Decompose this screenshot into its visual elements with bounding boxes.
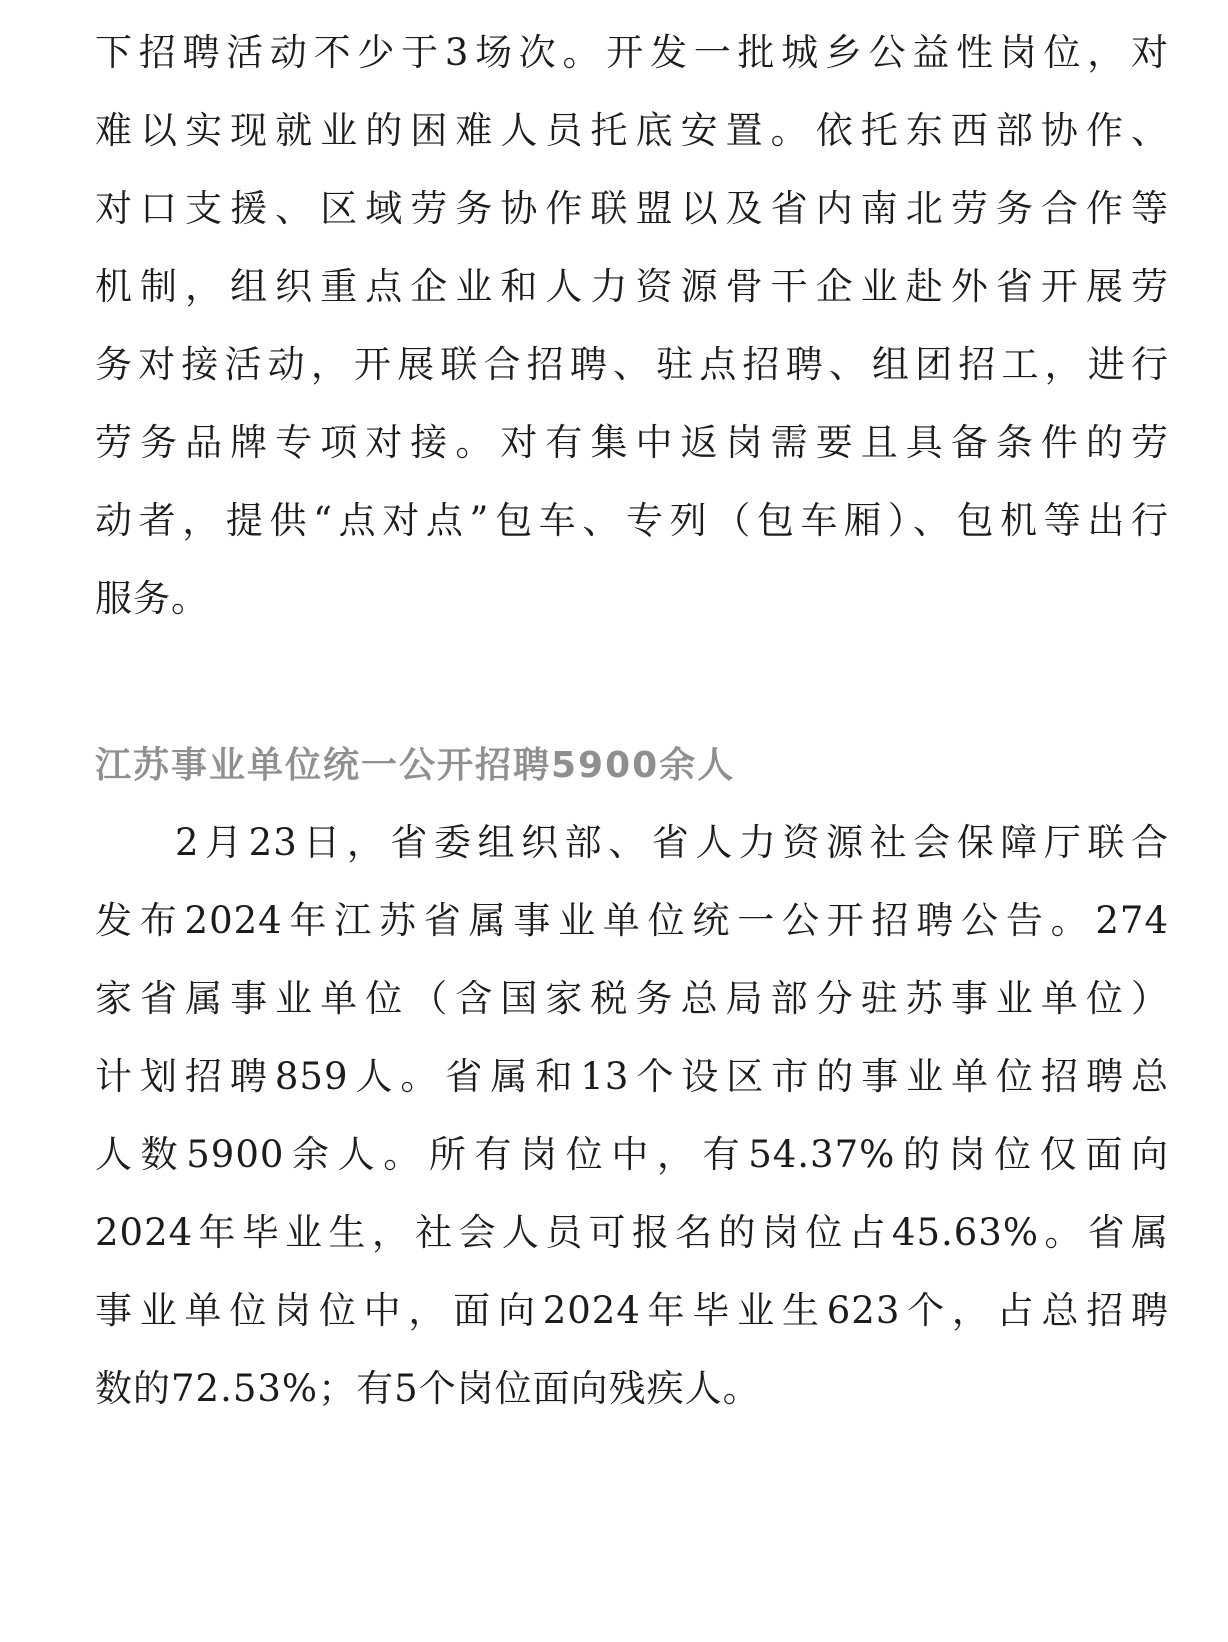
paragraph-line: 2024年毕业生，社会人员可报名的岗位占45.63%。省属: [95, 1211, 1169, 1254]
paragraph-line: 服务。: [95, 577, 209, 620]
paragraph-line: 动者，提供“点对点”包车、专列（包车厢）、包机等出行: [95, 499, 1169, 542]
paragraph-line: 机制，组织重点企业和人力资源骨干企业赴外省开展劳: [95, 265, 1169, 308]
paragraph-line: 下招聘活动不少于3场次。开发一批城乡公益性岗位，对: [95, 31, 1169, 74]
paragraph-line: 计划招聘859人。省属和13个设区市的事业单位招聘总: [95, 1055, 1169, 1098]
paragraph-line: 数的72.53%；有5个岗位面向残疾人。: [95, 1367, 761, 1410]
paragraph-line: 家省属事业单位（含国家税务总局部分驻苏事业单位）: [95, 977, 1169, 1020]
paragraph-line: 人数5900余人。所有岗位中，有54.37%的岗位仅面向: [95, 1133, 1169, 1176]
paragraph-line: 事业单位岗位中，面向2024年毕业生623个，占总招聘: [95, 1289, 1169, 1332]
paragraph-line: 难以实现就业的困难人员托底安置。依托东西部协作、: [95, 109, 1169, 152]
paragraph-line: 务对接活动，开展联合招聘、驻点招聘、组团招工，进行: [95, 343, 1169, 386]
paragraph-line: 2月23日，省委组织部、省人力资源社会保障厅联合: [175, 821, 1169, 864]
paragraph-line: 发布2024年江苏省属事业单位统一公开招聘公告。274: [95, 899, 1169, 942]
paragraph-line: 对口支援、区域劳务协作联盟以及省内南北劳务合作等: [95, 187, 1169, 230]
paragraph-line: 劳务品牌专项对接。对有集中返岗需要且具备条件的劳: [95, 421, 1169, 464]
section-heading: 江苏事业单位统一公开招聘5900余人: [95, 745, 736, 786]
